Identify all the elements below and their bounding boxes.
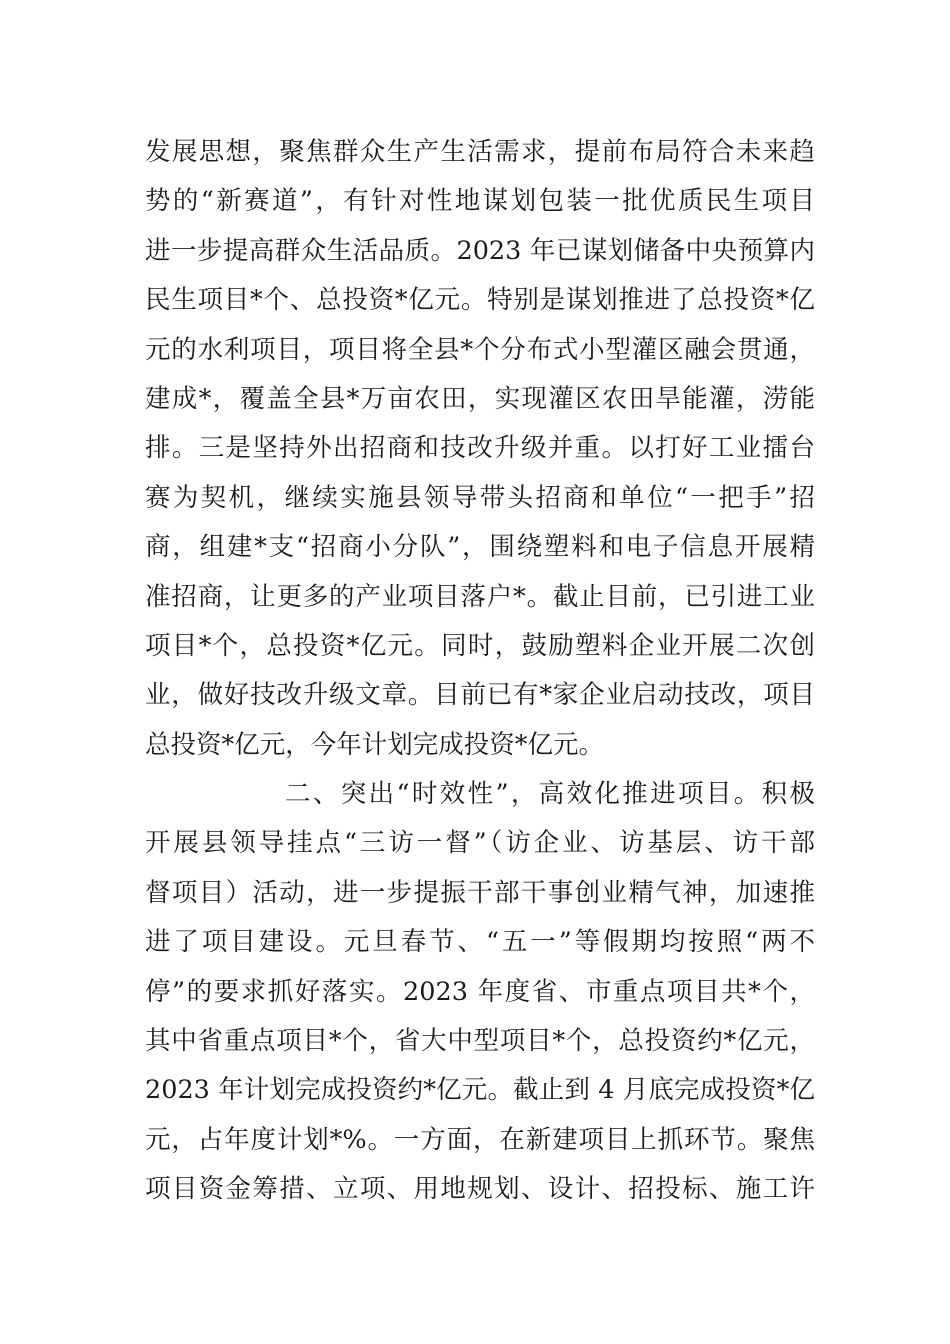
text-line: 进一步提高群众生活品质。2023 年已谋划储备中央预算内 [145,235,815,266]
text-line: 项目*个，总投资*亿元。同时，鼓励塑料企业开展二次创 [145,630,815,661]
text-line: 督项目）活动，进一步提振干部干事创业精气神，加速推 [145,877,815,908]
text-line: 建成*，覆盖全县*万亩农田，实现灌区农田旱能灌，涝能 [145,383,815,414]
text-line: 准招商，让更多的产业项目落户*。截止目前，已引进工业 [145,581,815,612]
text-line: 二、突出“时效性”，高效化推进项目。积极 [285,779,815,810]
text-line: 项目资金筹措、立项、用地规划、设计、招投标、施工许 [145,1174,815,1205]
body-text [145,128,815,1215]
text-line: 赛为契机，继续实施县领导带头招商和单位“一把手”招 [145,482,815,513]
text-line: 开展县领导挂点“三访一督”（访企业、访基层、访干部 [145,828,815,859]
text-line: 总投资*亿元，今年计划完成投资*亿元。 [145,729,605,760]
text-line: 民生项目*个、总投资*亿元。特别是谋划推进了总投资*亿 [145,285,815,316]
text-line: 势的“新赛道”，有针对性地谋划包装一批优质民生项目 [145,186,815,217]
text-line: 其中省重点项目*个，省大中型项目*个，总投资约*亿元， [145,1026,815,1057]
text-line: 元的水利项目，项目将全县*个分布式小型灌区融会贯通， [145,334,815,365]
text-line: 商，组建*支“招商小分队”，围绕塑料和电子信息开展精 [145,532,815,563]
text-line: 排。三是坚持外出招商和技改升级并重。以打好工业擂台 [145,433,815,464]
text-line: 元，占年度计划*%。一方面，在新建项目上抓环节。聚焦 [145,1124,815,1155]
text-line: 业，做好技改升级文章。目前已有*家企业启动技改，项目 [145,680,815,711]
text-line: 2023 年计划完成投资约*亿元。截止到 4 月底完成投资*亿 [145,1075,815,1106]
text-line: 进了项目建设。元旦春节、“五一”等假期均按照“两不 [145,927,815,958]
text-line: 发展思想，聚焦群众生产生活需求，提前布局符合未来趋 [145,137,815,167]
text-line: 停”的要求抓好落实。2023 年度省、市重点项目共*个， [145,976,815,1007]
